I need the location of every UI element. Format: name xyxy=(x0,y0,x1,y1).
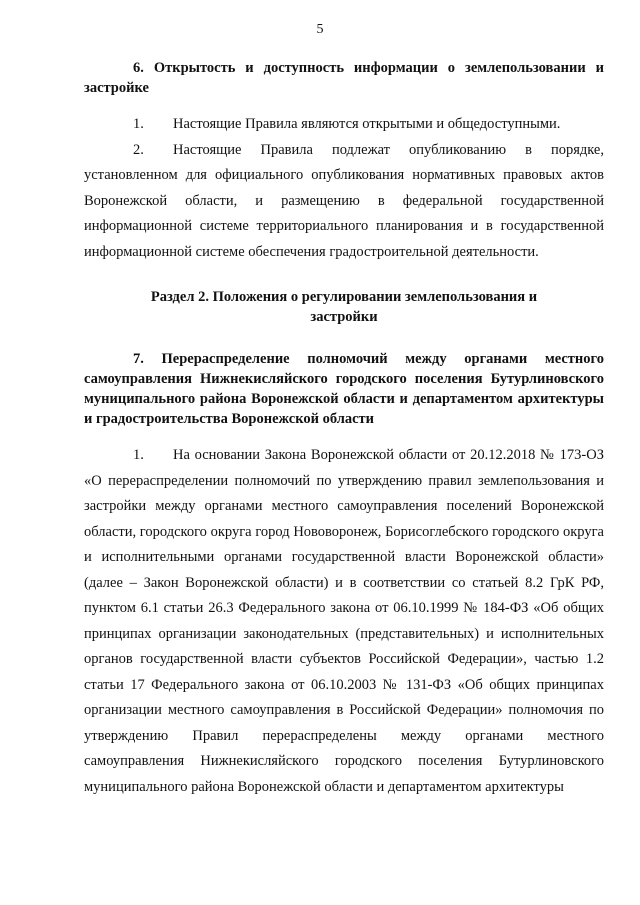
item-text: Настоящие Правила подлежат опубликованию в порядке, установленном для официального опубликования нормативных правовых актов Воронежской области, и размещению в федеральной государственной информационной системе территориального планирования и в государственной информационной системе обеспечения градостроительной деятельности. xyxy=(84,141,604,260)
item-number: 2. xyxy=(133,141,144,158)
document-body xyxy=(84,58,604,800)
item-number: 1. xyxy=(133,116,144,132)
item-text: На основании Закона Воронежской области от 20.12.2018 № 173-ОЗ «О перераспределении полномочий по утверждению правил землепользования и застройки между органами местного самоуправления поселений Воронежской области, городского округа город Нововоронеж, Борисоглебского городского округа и исполнительными органами государственной власти Воронежской области» (далее – Закон Воронежской области) и в соответствии со статьей 8.2 ГрК РФ, пунктом 6.1 статьи 26.3 Федерального закона от 06.10.1999 № 184-ФЗ «Об общих принципах организации законодательных (представительных) и исполнительных органов государственной власти субъектов Российской Федерации», частью 1.2 статьи 17 Федерального закона от 06.10.2003 № 131-ФЗ «Об общих принципах организации местного самоуправления в Российской Федерации» полномочия по утверждению Правил перераспределены между органами местного самоуправления Нижнекисляйского городского поселения Бутурлиновского муниципального района Воронежской области и департаментом архитектуры xyxy=(84,447,604,795)
section-6-item-1 xyxy=(84,112,604,138)
section-6-item-2 xyxy=(84,138,604,266)
item-number: 1. xyxy=(133,447,144,463)
part-2-heading: Раздел 2. Положения о регулировании землепользования и застройки xyxy=(150,289,538,325)
section-7-item-1 xyxy=(84,443,604,800)
section-6-heading: 6. Открытость и доступность информации о землепользовании и застройке xyxy=(84,60,604,96)
section-7-heading: 7. Перераспределение полномочий между органами местного самоуправления Нижнекисляйского городского поселения Бутурлиновского муниципального района Воронежской области и департаментом архитектуры и градостроительства Воронежской области xyxy=(84,351,604,427)
page-number: 5 xyxy=(316,22,324,37)
item-text: Настоящие Правила являются открытыми и общедоступными. xyxy=(173,116,561,132)
